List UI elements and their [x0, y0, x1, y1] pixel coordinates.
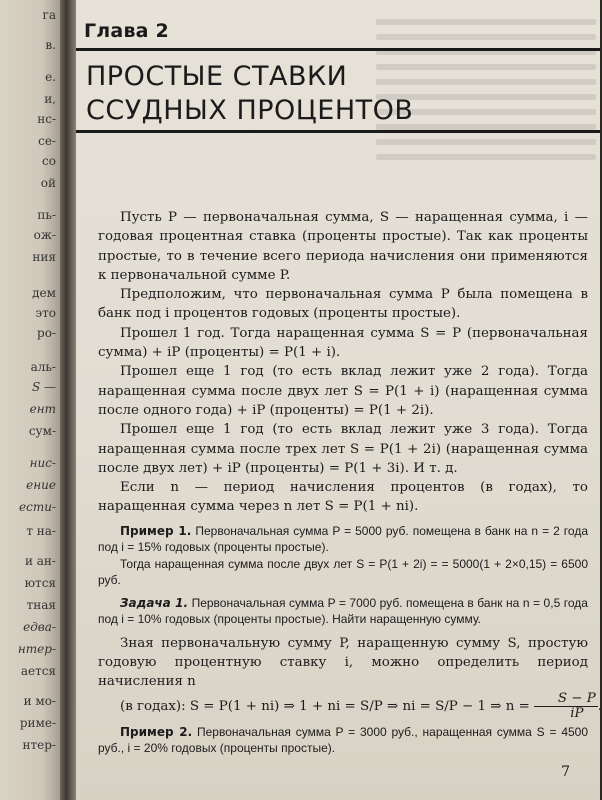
left-page-text-fragment: и мо- — [23, 694, 56, 708]
left-page-text-fragment: дем — [32, 286, 56, 300]
page-number: 7 — [561, 764, 570, 780]
left-page-text-fragment: ести- — [19, 500, 56, 514]
left-page-text-fragment: ент — [29, 402, 56, 416]
left-page-text-fragment: т на- — [26, 524, 56, 538]
paragraph: Предположим, что первоначальная сумма P была помещена в банк под i процентов годовых (проценты простые). — [98, 287, 588, 322]
paragraph-period: Зная первоначальную сумму P, наращенную сумму S, простую годовую процентную ставку i, можно определить период начисления n — [98, 635, 588, 690]
left-page-text-fragment: сум- — [28, 424, 56, 438]
left-page-text-fragment: ния — [32, 250, 56, 264]
task-1-label: Задача 1. — [120, 595, 189, 610]
example-2 — [98, 724, 588, 757]
left-page-text-fragment: нтер- — [22, 738, 56, 752]
example-2-label: Пример 2. — [120, 724, 193, 739]
fraction-denominator: iP — [570, 705, 584, 721]
fraction-numerator: S − P — [534, 692, 598, 707]
book-spine — [60, 0, 76, 800]
left-page-edge — [0, 0, 60, 800]
left-page-text-fragment: ро- — [37, 326, 56, 340]
left-page-text-fragment: тная — [26, 598, 56, 612]
task-1-text: Первоначальная сумма P = 7000 руб. помещена в банк на n = 0,5 года под i = 10% годовых (проценты простые). Найти наращенную сумму. — [98, 595, 588, 627]
chapter-title — [86, 60, 586, 128]
left-page-text-fragment: и ан- — [24, 554, 56, 568]
left-page-text-fragment: ой — [40, 176, 56, 190]
left-page-text-fragment: се- — [38, 134, 56, 148]
left-page-text-fragment: и, — [44, 92, 56, 106]
chapter-label: Глава 2 — [84, 20, 169, 42]
left-page-text-fragment: ается — [20, 664, 56, 678]
left-page-text-fragment: со — [42, 154, 56, 168]
left-page-text-fragment: ются — [24, 576, 56, 590]
paragraph: Если n — период начисления процентов (в годах), то наращенная сумма через n лет S = P(1 + ni). — [98, 480, 588, 515]
left-page-text-fragment: в. — [45, 38, 56, 52]
left-page-text-fragment: нс- — [37, 112, 56, 126]
left-page-text-fragment: га — [42, 8, 56, 22]
task-1 — [98, 595, 588, 628]
left-page-text-fragment: риме- — [19, 716, 56, 730]
period-formula — [98, 690, 602, 721]
formula-suffix: . — [597, 698, 602, 714]
example-1 — [98, 523, 588, 556]
paragraph: Прошел еще 1 год (то есть вклад лежит уже 2 года). Тогда наращенная сумма после двух лет S = P(1 + i) (наращенная сумма после одного года) + iP (проценты) = P(1 + 2i). — [98, 364, 588, 418]
left-page-text-fragment: аль- — [30, 360, 56, 374]
left-page-text-fragment: S — — [31, 380, 56, 394]
chapter-header — [76, 20, 600, 51]
formula-prefix: (в годах): S = P(1 + ni) ⇒ 1 + ni = S/P ⇒ ni = S/P − 1 ⇒ n = — [120, 698, 530, 714]
formula-fraction — [534, 692, 598, 721]
book-page — [76, 0, 600, 800]
title-line-1: ПРОСТЫЕ СТАВКИ — [86, 61, 348, 92]
left-page-text-fragment: нтер- — [17, 642, 56, 656]
left-page-text-fragment: ение — [26, 478, 56, 492]
paragraph: Прошел еще 1 год (то есть вклад лежит уже 3 года). Тогда наращенная сумма после трех лет S = P(1 + 2i) (наращенная сумма после двух лет) + iP (проценты) = P(1 + 3i). И т. д. — [98, 422, 588, 476]
title-rule — [76, 130, 600, 133]
example-1-label: Пример 1. — [120, 523, 192, 538]
left-page-text-fragment: ож- — [33, 228, 56, 242]
example-2-text: Первоначальная сумма P = 3000 руб., наращенная сумма S = 4500 руб., i = 20% годовых (проценты простые). — [98, 724, 589, 756]
title-line-2: ССУДНЫХ ПРОЦЕНТОВ — [86, 95, 414, 126]
paragraph: Пусть P — первоначальная сумма, S — наращенная сумма, i — годовая процентная ставка (проценты простые). Так как проценты простые, то в течение всего периода начисления они применяются к первоначальной сумме P. — [98, 210, 588, 283]
page-body — [98, 208, 602, 757]
example-1-text: Первоначальная сумма P = 5000 руб. помещена в банк на n = 2 года под i = 15% годовых (проценты простые). — [98, 523, 588, 555]
paragraph: Прошел 1 год. Тогда наращенная сумма S = P (первоначальная сумма) + iP (проценты) = P(1 + i). — [98, 325, 588, 361]
left-page-text-fragment: пь- — [37, 208, 56, 222]
left-page-text-fragment: это — [35, 306, 56, 320]
left-page-text-fragment: нис- — [29, 456, 56, 470]
left-page-text-fragment: е. — [45, 70, 56, 84]
example-1-solution: Тогда наращенная сумма после двух лет S = P(1 + 2i) = = 5000(1 + 2×0,15) = 6500 руб. — [98, 556, 588, 588]
left-page-text-fragment: едва- — [23, 620, 56, 634]
